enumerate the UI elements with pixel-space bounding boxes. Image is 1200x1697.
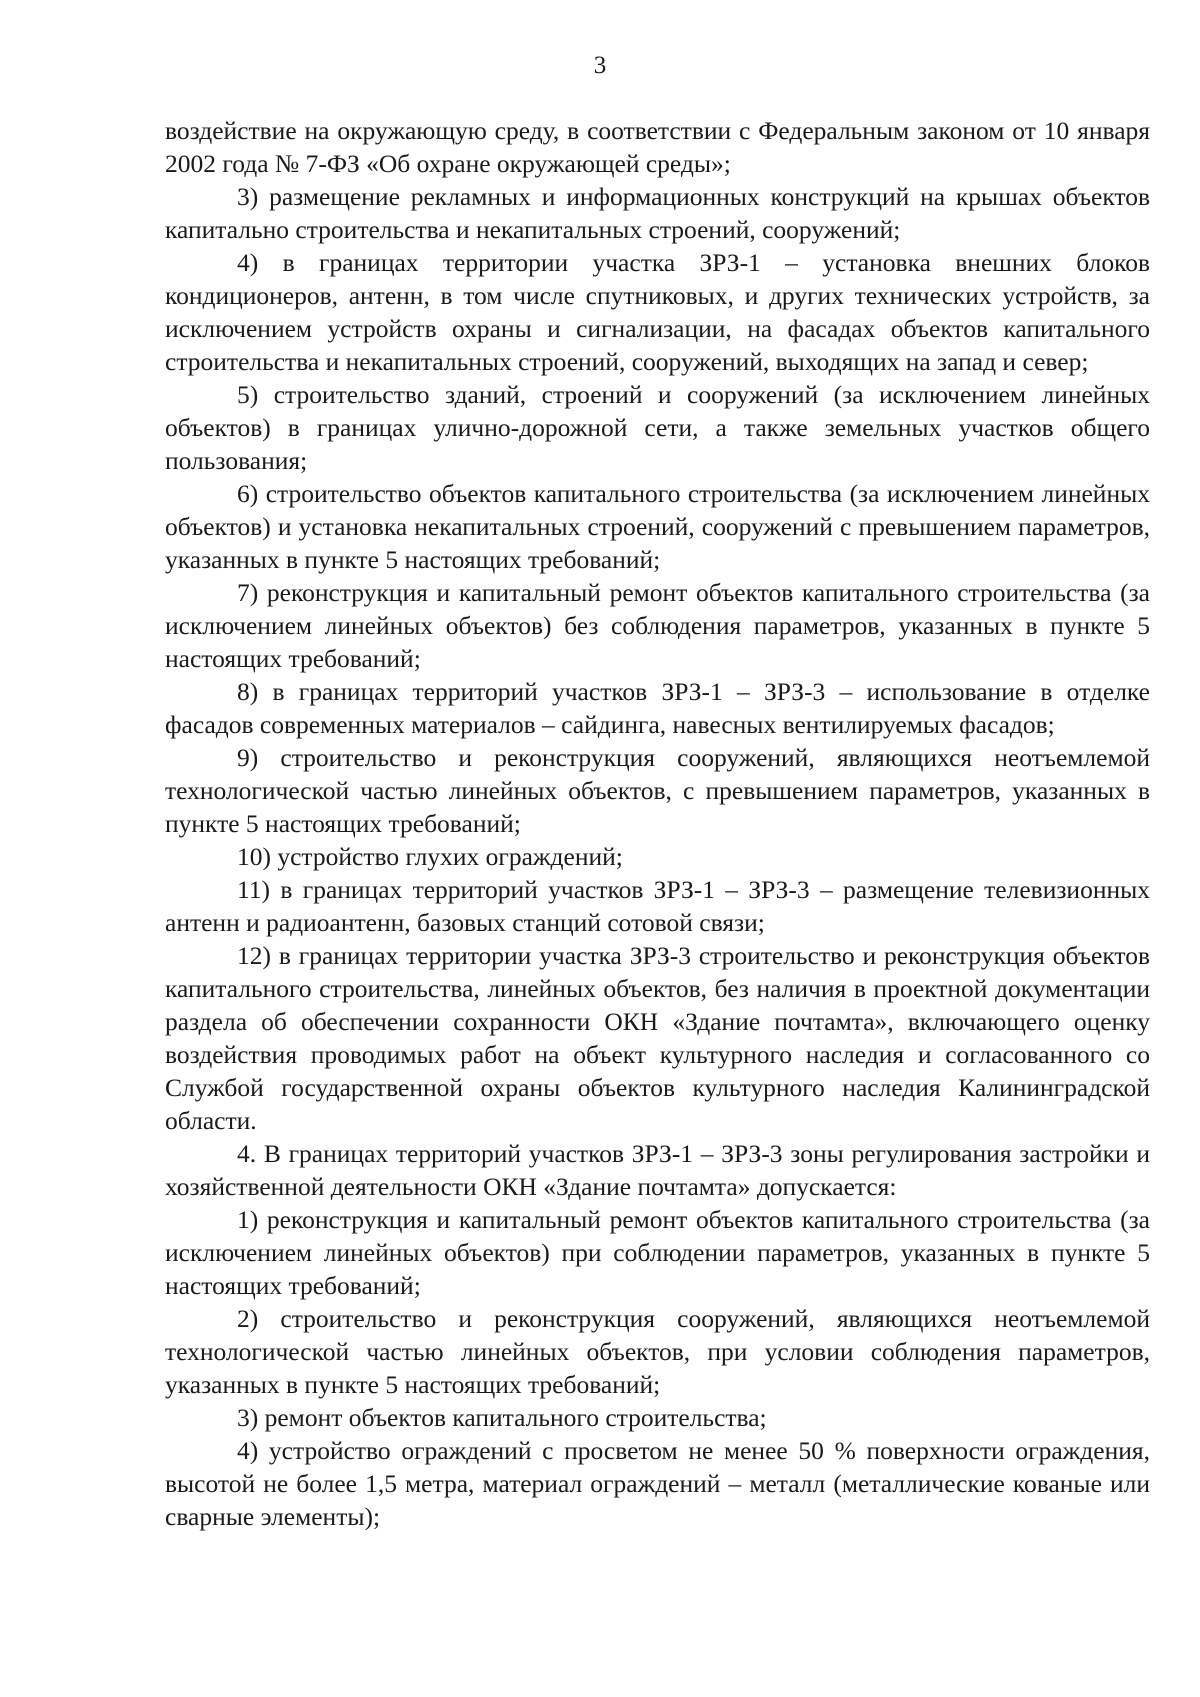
- allowed-item-2: 2) строительство и реконструкция сооружений, являющихся неотъемлемой технологической частью линейных объектов, при условии соблюдения параметров, указанных в пункте 5 настоящих требований;: [165, 1304, 1150, 1399]
- paragraph-item-9: 9) строительство и реконструкция сооружений, являющихся неотъемлемой технологической частью линейных объектов, с превышением параметров, указанных в пункте 5 настоящих требований;: [165, 743, 1150, 838]
- paragraph-item-7: 7) реконструкция и капитальный ремонт объектов капитального строительства (за исключением линейных объектов) без соблюдения параметров, указанных в пункте 5 настоящих требований;: [165, 578, 1150, 673]
- allowed-item-3: 3) ремонт объектов капитального строительства;: [237, 1403, 767, 1432]
- allowed-item-1: 1) реконструкция и капитальный ремонт объектов капитального строительства (за исключением линейных объектов) при соблюдении параметров, указанных в пункте 5 настоящих требований;: [165, 1205, 1150, 1300]
- allowed-item-4: 4) устройство ограждений с просветом не менее 50 % поверхности ограждения, высотой не более 1,5 метра, материал ограждений – металл (металлические кованые или сварные элементы);: [165, 1436, 1150, 1531]
- paragraph-item-8: 8) в границах территорий участков ЗРЗ-1 – ЗРЗ-3 – использование в отделке фасадов современных материалов – сайдинга, навесных вентилируемых фасадов;: [165, 677, 1150, 739]
- paragraph-item-6: 6) строительство объектов капитального строительства (за исключением линейных объектов) и установка некапитальных строений, сооружений с превышением параметров, указанных в пункте 5 настоящих требований;: [165, 479, 1150, 574]
- paragraph-item-3: 3) размещение рекламных и информационных конструкций на крышах объектов капитально строительства и некапитальных строений, сооружений;: [165, 182, 1150, 244]
- paragraph-item-4: 4) в границах территории участка ЗРЗ-1 – установка внешних блоков кондиционеров, антенн, в том числе спутниковых, и других технических устройств, за исключением устройств охраны и сигнализации, на фасадах объектов капитального строительства и некапитальных строений, сооружений, выходящих на запад и север;: [165, 248, 1150, 376]
- section-4-heading: 4. В границах территорий участков ЗРЗ-1 – ЗРЗ-3 зоны регулирования застройки и хозяйственной деятельности ОКН «Здание почтамта» допускается:: [165, 1139, 1150, 1201]
- paragraph-item-10: 10) устройство глухих ограждений;: [237, 842, 623, 871]
- paragraph-item-11: 11) в границах территорий участков ЗРЗ-1 – ЗРЗ-3 – размещение телевизионных антенн и радиоантенн, базовых станций сотовой связи;: [165, 875, 1150, 937]
- paragraph-item-5: 5) строительство зданий, строений и сооружений (за исключением линейных объектов) в границах улично-дорожной сети, а также земельных участков общего пользования;: [165, 380, 1150, 475]
- paragraph-continuation: воздействие на окружающую среду, в соответствии с Федеральным законом от 10 января 2002 года № 7-ФЗ «Об охране окружающей среды»;: [165, 116, 1150, 178]
- document-body: [165, 114, 1150, 1533]
- paragraph-item-12: 12) в границах территории участка ЗРЗ-3 строительство и реконструкция объектов капитального строительства, линейных объектов, без наличия в проектной документации раздела об обеспечении сохранности ОКН «Здание почтамта», включающего оценку воздействия проводимых работ на объект культурного наследия и согласованного со Службой государственной охраны объектов культурного наследия Калининградской области.: [165, 941, 1150, 1135]
- page-number: 3: [593, 52, 607, 79]
